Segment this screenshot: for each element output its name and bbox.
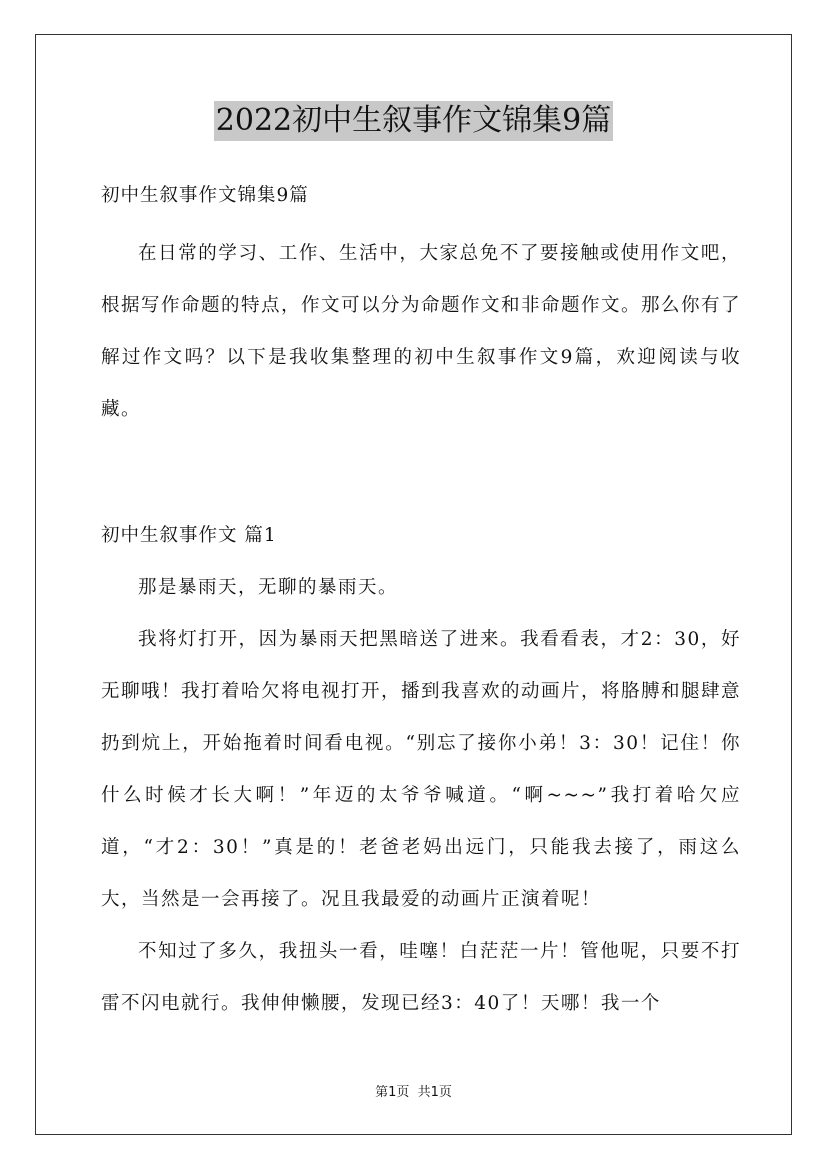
body-paragraph: 我将灯打开，因为暴雨天把黑暗送了进来。我看看表，才2：30，好无聊哦！我打着哈欠将电视打开，播到我喜欢的动画片，将胳膊和腿肆意扔到炕上，开始拖着时间看电视。“别忘了接你小弟！3：30！记住！你什么时候才长大啊！”年迈的太爷爷喊道。“啊~~~”我打着哈欠应道，“才2：30！”真是的！老爸老妈出远门，只能我去接了，雨这么大，当然是一会再接了。况且我最爱的动画片正演着呢！ bbox=[101, 629, 742, 910]
page-number: 第1页 bbox=[375, 1085, 410, 1100]
document-title: 2022初中生叙事作文锦集9篇 bbox=[214, 101, 613, 141]
body-paragraph: 那是暴雨天，无聊的暴雨天。 bbox=[138, 577, 399, 598]
body-paragraph: 不知过了多久，我扭头一看，哇噻！白茫茫一片！管他呢，只要不打雷不闪电就行。我伸伸懒腰，发现已经3：40了！天哪！我一个 bbox=[101, 941, 741, 1014]
title-container bbox=[0, 101, 827, 141]
page-total: 共1页 bbox=[417, 1085, 452, 1100]
document-body bbox=[101, 176, 741, 1030]
section-heading: 初中生叙事作文 篇1 bbox=[101, 525, 277, 546]
intro-paragraph: 在日常的学习、工作、生活中，大家总免不了要接触或使用作文吧，根据写作命题的特点，作文可以分为命题作文和非命题作文。那么你有了解过作文吗？以下是我收集整理的初中生叙事作文9篇，欢迎阅读与收藏。 bbox=[101, 243, 742, 420]
page-footer bbox=[0, 1084, 827, 1102]
document-subtitle: 初中生叙事作文锦集9篇 bbox=[101, 185, 309, 206]
